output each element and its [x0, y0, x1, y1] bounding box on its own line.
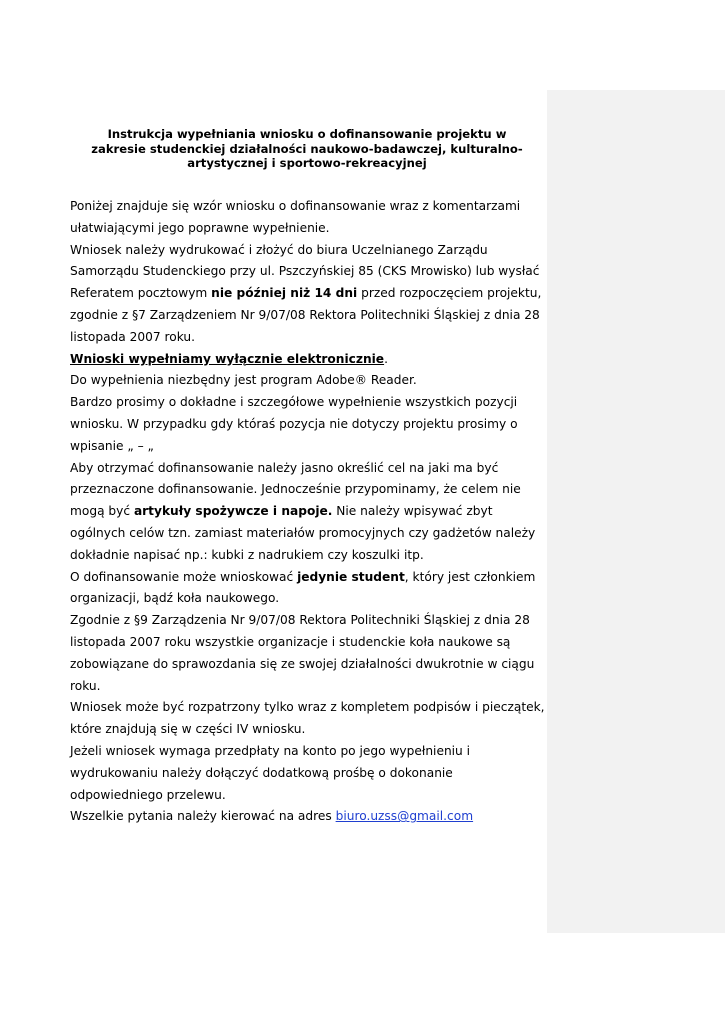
paragraph-electronic: Wnioski wypełniamy wyłącznie elektronicznie. [70, 351, 388, 366]
paragraph-contact: Wszelkie pytania należy kierować na adres biuro.uzss@gmail.com [70, 809, 474, 824]
paragraph-submission: Wniosek należy wydrukować i złożyć do biura Uczelnianego Zarządu Samorządu Studenckiego przy ul. Pszczyńskiej 85 (CKS Mrowisko) lub wysłać Referatem pocztowym nie później niż 14 dni przed rozpoczęciem projektu, zgodnie z §7 Zarządzeniem Nr 9/07/08 Rektora Politechniki Śląskiej z dnia 28 listopada 2007 roku. [70, 242, 542, 344]
deadline-emphasis: nie później niż 14 dni [211, 286, 358, 301]
paragraph-eligibility: O dofinansowanie może wnioskować jedynie student, który jest członkiem organizacji, bądź koła naukowego. [70, 569, 536, 606]
food-emphasis: artykuły spożywcze i napoje. [133, 504, 333, 519]
paragraph-reporting: Zgodnie z §9 Zarządzenia Nr 9/07/08 Rektora Politechniki Śląskiej z dnia 28 listopada 2007 roku wszystkie organizacje i studenckie koła naukowe są zobowiązane do sprawozdania się ze swojej działalności dwukrotnie w ciągu roku. [70, 613, 535, 693]
paragraph-signatures: Wniosek może być rozpatrzony tylko wraz z kompletem podpisów i pieczątek, które znajdują się w części IV wniosku. [70, 700, 545, 737]
document-title: Instrukcja wypełniania wniosku o dofinansowanie projektu w zakresie studenckiej działalności naukowo-badawczej, kulturalno-artystycznej i sportowo-rekreacyjnej [91, 127, 523, 170]
paragraph-intro: Poniżej znajduje się wzór wniosku o dofinansowanie wraz z komentarzami ułatwiającymi jego poprawne wypełnienie. [70, 199, 521, 235]
paragraph-software: Do wypełnienia niezbędny jest program Adobe® Reader. [70, 373, 417, 388]
paragraph-prepayment: Jeżeli wniosek wymaga przedpłaty na konto po jego wypełnieniu i wydrukowaniu należy dołączyć dodatkową prośbę o dokonanie odpowiedniego przelewu. [70, 743, 471, 802]
paragraph-fill-details: Bardzo prosimy o dokładne i szczegółowe wypełnienie wszystkich pozycji wniosku. W przypadku gdy któraś pozycja nie dotyczy projektu prosimy o wpisanie „ – „ [70, 395, 518, 453]
email-link[interactable]: biuro.uzss@gmail.com [335, 809, 474, 824]
student-emphasis: jedynie student [297, 569, 405, 584]
document-body [70, 196, 545, 828]
comment-pane [547, 90, 725, 933]
paragraph-purpose: Aby otrzymać dofinansowanie należy jasno określić cel na jaki ma być przeznaczone dofinansowanie. Jednocześnie przypominamy, że celem nie mogą być artykuły spożywcze i napoje. Nie należy wpisywać zbyt ogólnych celów tzn. zamiast materiałów promocyjnych czy gadżetów należy dokładnie napisać np.: kubki z nadrukiem czy koszulki itp. [70, 460, 536, 562]
electronic-emphasis: Wnioski wypełniamy wyłącznie elektronicznie [70, 351, 385, 366]
